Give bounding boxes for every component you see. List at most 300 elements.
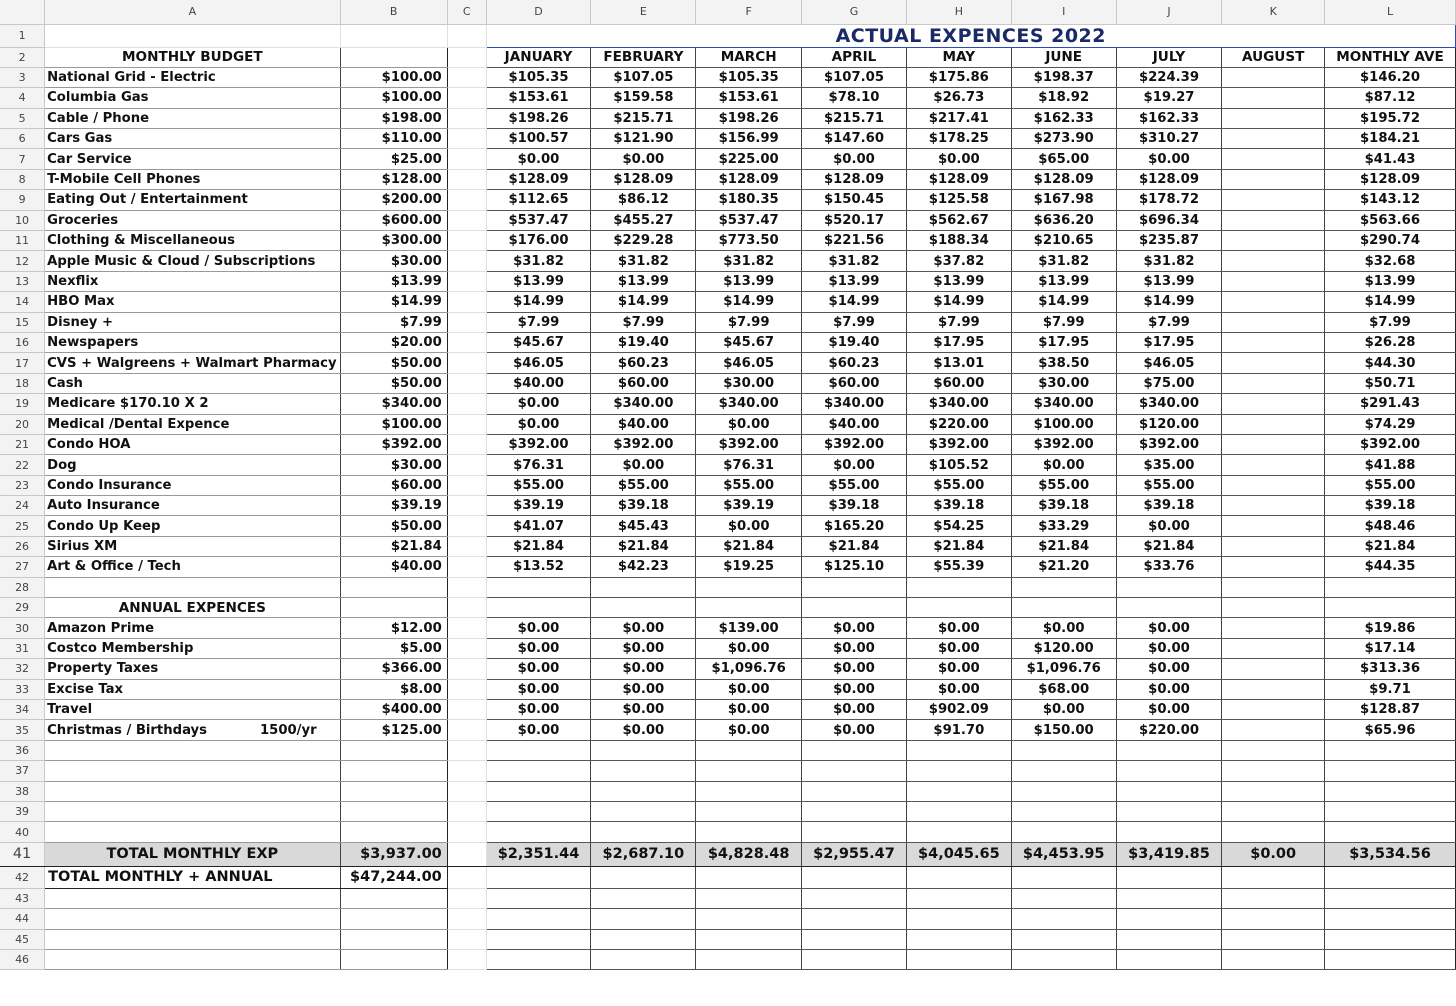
month-cell[interactable]: $75.00 <box>1116 373 1222 393</box>
cell-c[interactable] <box>447 929 486 949</box>
blank-cell[interactable] <box>340 909 447 929</box>
row-header[interactable]: 6 <box>0 129 45 149</box>
budget-amount[interactable]: $392.00 <box>340 434 447 454</box>
month-cell[interactable]: $165.20 <box>802 516 907 536</box>
row-header[interactable]: 14 <box>0 292 45 312</box>
month-cell[interactable]: $0.00 <box>906 679 1011 699</box>
month-cell[interactable]: $46.05 <box>696 353 802 373</box>
monthly-ave-cell[interactable]: $313.36 <box>1325 659 1456 679</box>
column-header-a[interactable]: A <box>45 0 340 24</box>
budget-amount[interactable]: $366.00 <box>340 659 447 679</box>
column-header-h[interactable]: H <box>906 0 1011 24</box>
monthly-ave-cell[interactable]: $44.35 <box>1325 557 1456 577</box>
month-cell[interactable]: $150.45 <box>802 190 907 210</box>
month-cell[interactable]: $21.84 <box>906 536 1011 556</box>
month-cell[interactable]: $128.09 <box>1116 169 1222 189</box>
month-cell[interactable] <box>1011 577 1116 597</box>
row-header[interactable]: 46 <box>0 949 45 969</box>
month-cell[interactable]: $60.00 <box>906 373 1011 393</box>
month-cell[interactable]: $455.27 <box>591 210 696 230</box>
month-cell[interactable] <box>802 822 907 842</box>
budget-amount[interactable]: $50.00 <box>340 516 447 536</box>
month-cell[interactable] <box>1011 909 1116 929</box>
month-cell[interactable] <box>802 801 907 821</box>
month-cell[interactable]: $537.47 <box>696 210 802 230</box>
expense-label-cell[interactable] <box>45 271 340 291</box>
month-cell[interactable]: $176.00 <box>486 231 591 251</box>
month-cell[interactable]: $128.09 <box>486 169 591 189</box>
month-cell[interactable] <box>802 598 907 618</box>
month-cell[interactable] <box>906 909 1011 929</box>
month-cell[interactable] <box>1116 577 1222 597</box>
month-cell[interactable]: $13.99 <box>486 271 591 291</box>
row-header[interactable]: 4 <box>0 88 45 108</box>
month-cell[interactable]: $21.84 <box>802 536 907 556</box>
month-cell[interactable]: $60.00 <box>591 373 696 393</box>
month-cell[interactable]: $224.39 <box>1116 67 1222 87</box>
row-header[interactable]: 23 <box>0 475 45 495</box>
month-cell[interactable]: $60.23 <box>591 353 696 373</box>
month-cell[interactable]: $178.72 <box>1116 190 1222 210</box>
month-cell[interactable] <box>1011 801 1116 821</box>
month-cell[interactable]: $14.99 <box>802 292 907 312</box>
month-cell[interactable]: $125.58 <box>906 190 1011 210</box>
month-cell[interactable] <box>696 866 802 888</box>
month-cell[interactable] <box>1222 801 1325 821</box>
month-cell[interactable]: $19.40 <box>591 332 696 352</box>
month-cell[interactable]: $0.00 <box>591 659 696 679</box>
cell-b[interactable] <box>340 24 447 47</box>
month-cell[interactable] <box>591 822 696 842</box>
month-cell[interactable]: $128.09 <box>1011 169 1116 189</box>
month-cell[interactable]: $7.99 <box>486 312 591 332</box>
row-header[interactable]: 44 <box>0 909 45 929</box>
month-cell[interactable] <box>696 577 802 597</box>
month-cell[interactable]: $19.40 <box>802 332 907 352</box>
month-cell[interactable]: $1,096.76 <box>1011 659 1116 679</box>
cell-c[interactable] <box>447 842 486 866</box>
month-cell[interactable]: $19.27 <box>1116 88 1222 108</box>
month-cell[interactable] <box>1222 332 1325 352</box>
month-cell[interactable]: $55.39 <box>906 557 1011 577</box>
monthly-budget-header[interactable]: MONTHLY BUDGET <box>45 47 340 67</box>
budget-amount[interactable]: $50.00 <box>340 353 447 373</box>
month-header[interactable]: FEBRUARY <box>591 47 696 67</box>
month-cell[interactable]: $31.82 <box>486 251 591 271</box>
month-cell[interactable]: $0.00 <box>802 455 907 475</box>
monthly-ave-cell[interactable] <box>1325 598 1456 618</box>
cell-c[interactable] <box>447 638 486 658</box>
month-cell[interactable]: $215.71 <box>591 108 696 128</box>
month-cell[interactable]: $340.00 <box>591 394 696 414</box>
month-cell[interactable] <box>1116 909 1222 929</box>
month-cell[interactable]: $14.99 <box>591 292 696 312</box>
month-header[interactable]: AUGUST <box>1222 47 1325 67</box>
monthly-ave-cell[interactable]: $17.14 <box>1325 638 1456 658</box>
month-cell[interactable] <box>1011 598 1116 618</box>
month-cell[interactable]: $78.10 <box>802 88 907 108</box>
budget-amount[interactable]: $5.00 <box>340 638 447 658</box>
month-cell[interactable]: $0.00 <box>696 720 802 740</box>
month-cell[interactable]: $33.29 <box>1011 516 1116 536</box>
month-cell[interactable] <box>591 949 696 969</box>
month-cell[interactable] <box>1011 949 1116 969</box>
row-header[interactable]: 20 <box>0 414 45 434</box>
month-cell[interactable] <box>802 740 907 760</box>
month-cell[interactable]: $100.00 <box>1011 414 1116 434</box>
month-cell[interactable]: $310.27 <box>1116 129 1222 149</box>
blank-cell[interactable] <box>45 822 340 842</box>
month-cell[interactable] <box>1222 888 1325 908</box>
blank-cell[interactable] <box>340 929 447 949</box>
month-cell[interactable] <box>906 888 1011 908</box>
month-cell[interactable]: $60.23 <box>802 353 907 373</box>
month-cell[interactable]: $210.65 <box>1011 231 1116 251</box>
expense-label-cell[interactable] <box>45 149 340 169</box>
month-cell[interactable] <box>802 949 907 969</box>
month-cell[interactable] <box>1116 929 1222 949</box>
cell-c[interactable] <box>447 888 486 908</box>
month-cell[interactable] <box>1222 536 1325 556</box>
month-cell[interactable]: $7.99 <box>696 312 802 332</box>
month-cell[interactable]: $45.67 <box>696 332 802 352</box>
month-cell[interactable]: $0.00 <box>906 659 1011 679</box>
month-cell[interactable]: $14.99 <box>1116 292 1222 312</box>
month-cell[interactable] <box>696 929 802 949</box>
expense-label-cell[interactable] <box>45 394 340 414</box>
monthly-ave-cell[interactable]: $7.99 <box>1325 312 1456 332</box>
month-cell[interactable]: $167.98 <box>1011 190 1116 210</box>
column-header-b[interactable]: B <box>340 0 447 24</box>
month-cell[interactable] <box>1222 720 1325 740</box>
monthly-ave-cell[interactable] <box>1325 866 1456 888</box>
monthly-ave-cell[interactable] <box>1325 740 1456 760</box>
cell-c[interactable] <box>447 516 486 536</box>
month-cell[interactable]: $0.00 <box>591 700 696 720</box>
month-cell[interactable] <box>802 761 907 781</box>
month-cell[interactable]: $107.05 <box>802 67 907 87</box>
month-cell[interactable]: $0.00 <box>1116 638 1222 658</box>
row-header[interactable]: 18 <box>0 373 45 393</box>
budget-amount[interactable]: $200.00 <box>340 190 447 210</box>
month-cell[interactable] <box>696 949 802 969</box>
row-header[interactable]: 37 <box>0 761 45 781</box>
month-cell[interactable]: $188.34 <box>906 231 1011 251</box>
expense-label-cell[interactable] <box>45 108 340 128</box>
budget-amount[interactable]: $30.00 <box>340 455 447 475</box>
month-total-cell[interactable]: $3,419.85 <box>1116 842 1222 866</box>
month-cell[interactable] <box>696 740 802 760</box>
row-header[interactable]: 24 <box>0 496 45 516</box>
month-cell[interactable]: $0.00 <box>696 414 802 434</box>
cell-c[interactable] <box>447 598 486 618</box>
month-cell[interactable] <box>1222 353 1325 373</box>
month-cell[interactable]: $39.18 <box>1116 496 1222 516</box>
month-cell[interactable]: $235.87 <box>1116 231 1222 251</box>
month-cell[interactable] <box>1116 761 1222 781</box>
month-cell[interactable]: $105.52 <box>906 455 1011 475</box>
month-cell[interactable]: $0.00 <box>1116 700 1222 720</box>
month-cell[interactable]: $21.84 <box>696 536 802 556</box>
month-cell[interactable]: $13.99 <box>906 271 1011 291</box>
month-cell[interactable]: $537.47 <box>486 210 591 230</box>
month-cell[interactable]: $55.00 <box>1116 475 1222 495</box>
monthly-ave-cell[interactable]: $41.88 <box>1325 455 1456 475</box>
month-cell[interactable] <box>1011 822 1116 842</box>
month-cell[interactable]: $13.99 <box>802 271 907 291</box>
month-cell[interactable]: $68.00 <box>1011 679 1116 699</box>
month-cell[interactable] <box>1222 414 1325 434</box>
budget-amount[interactable]: $400.00 <box>340 700 447 720</box>
budget-amount[interactable]: $12.00 <box>340 618 447 638</box>
row-header[interactable]: 5 <box>0 108 45 128</box>
month-cell[interactable]: $0.00 <box>802 720 907 740</box>
month-cell[interactable]: $40.00 <box>591 414 696 434</box>
budget-amount[interactable]: $128.00 <box>340 169 447 189</box>
month-cell[interactable]: $0.00 <box>906 149 1011 169</box>
row-header[interactable]: 38 <box>0 781 45 801</box>
month-cell[interactable]: $217.41 <box>906 108 1011 128</box>
cell-c[interactable] <box>447 536 486 556</box>
month-cell[interactable]: $13.99 <box>696 271 802 291</box>
month-cell[interactable]: $273.90 <box>1011 129 1116 149</box>
cell-c[interactable] <box>447 577 486 597</box>
monthly-ave-cell[interactable]: $21.84 <box>1325 536 1456 556</box>
month-cell[interactable]: $41.07 <box>486 516 591 536</box>
month-cell[interactable]: $392.00 <box>1011 434 1116 454</box>
budget-amount[interactable]: $100.00 <box>340 414 447 434</box>
blank-cell[interactable] <box>340 577 447 597</box>
month-cell[interactable] <box>1222 822 1325 842</box>
month-cell[interactable]: $55.00 <box>696 475 802 495</box>
blank-cell[interactable] <box>45 801 340 821</box>
monthly-ave-cell[interactable]: $65.96 <box>1325 720 1456 740</box>
column-header-g[interactable]: G <box>802 0 907 24</box>
row-header[interactable]: 32 <box>0 659 45 679</box>
month-cell[interactable] <box>486 822 591 842</box>
budget-amount[interactable]: $25.00 <box>340 149 447 169</box>
month-cell[interactable]: $17.95 <box>906 332 1011 352</box>
month-cell[interactable]: $153.61 <box>696 88 802 108</box>
month-cell[interactable]: $31.82 <box>802 251 907 271</box>
expense-label-cell[interactable] <box>45 618 340 638</box>
month-cell[interactable]: $38.50 <box>1011 353 1116 373</box>
monthly-ave-cell[interactable]: $48.46 <box>1325 516 1456 536</box>
month-total-cell[interactable]: $4,045.65 <box>906 842 1011 866</box>
column-header-j[interactable]: J <box>1116 0 1222 24</box>
row-header[interactable]: 41 <box>0 842 45 866</box>
month-cell[interactable]: $162.33 <box>1116 108 1222 128</box>
month-cell[interactable]: $220.00 <box>1116 720 1222 740</box>
expense-label-cell[interactable] <box>45 231 340 251</box>
month-cell[interactable] <box>1222 516 1325 536</box>
month-cell[interactable]: $340.00 <box>696 394 802 414</box>
cell-c[interactable] <box>447 761 486 781</box>
month-cell[interactable] <box>696 909 802 929</box>
row-header[interactable]: 33 <box>0 679 45 699</box>
month-cell[interactable]: $340.00 <box>802 394 907 414</box>
month-cell[interactable] <box>591 888 696 908</box>
budget-amount[interactable]: $21.84 <box>340 536 447 556</box>
month-cell[interactable]: $46.05 <box>486 353 591 373</box>
month-cell[interactable]: $7.99 <box>1116 312 1222 332</box>
month-cell[interactable]: $0.00 <box>591 720 696 740</box>
monthly-ave-cell[interactable]: $195.72 <box>1325 108 1456 128</box>
month-cell[interactable] <box>1116 801 1222 821</box>
month-cell[interactable]: $340.00 <box>1116 394 1222 414</box>
budget-amount[interactable]: $7.99 <box>340 312 447 332</box>
month-cell[interactable] <box>1222 88 1325 108</box>
month-cell[interactable]: $55.00 <box>802 475 907 495</box>
month-cell[interactable] <box>1222 312 1325 332</box>
budget-amount[interactable]: $600.00 <box>340 210 447 230</box>
month-cell[interactable] <box>591 761 696 781</box>
cell-c[interactable] <box>447 557 486 577</box>
blank-cell[interactable] <box>340 949 447 969</box>
month-cell[interactable]: $128.09 <box>591 169 696 189</box>
cell-c[interactable] <box>447 866 486 888</box>
month-cell[interactable] <box>591 909 696 929</box>
cell-c[interactable] <box>447 129 486 149</box>
month-cell[interactable] <box>1116 822 1222 842</box>
cell-c[interactable] <box>447 909 486 929</box>
month-cell[interactable] <box>802 577 907 597</box>
month-cell[interactable] <box>1011 761 1116 781</box>
monthly-ave-cell[interactable]: $50.71 <box>1325 373 1456 393</box>
monthly-ave-cell[interactable]: $87.12 <box>1325 88 1456 108</box>
month-cell[interactable] <box>1222 190 1325 210</box>
expense-label-cell[interactable] <box>45 638 340 658</box>
row-header[interactable]: 12 <box>0 251 45 271</box>
month-cell[interactable]: $17.95 <box>1116 332 1222 352</box>
month-cell[interactable] <box>1222 557 1325 577</box>
month-cell[interactable] <box>906 740 1011 760</box>
month-cell[interactable] <box>1222 292 1325 312</box>
blank-cell[interactable] <box>45 909 340 929</box>
month-cell[interactable] <box>1222 271 1325 291</box>
month-cell[interactable]: $162.33 <box>1011 108 1116 128</box>
month-cell[interactable]: $198.26 <box>696 108 802 128</box>
row-header[interactable]: 34 <box>0 700 45 720</box>
month-cell[interactable] <box>1222 496 1325 516</box>
month-cell[interactable] <box>1116 781 1222 801</box>
monthly-ave-cell[interactable]: $32.68 <box>1325 251 1456 271</box>
month-cell[interactable]: $902.09 <box>906 700 1011 720</box>
month-cell[interactable]: $229.28 <box>591 231 696 251</box>
monthly-ave-cell[interactable]: $19.86 <box>1325 618 1456 638</box>
month-cell[interactable]: $0.00 <box>486 394 591 414</box>
month-cell[interactable] <box>1222 67 1325 87</box>
month-cell[interactable]: $178.25 <box>906 129 1011 149</box>
month-cell[interactable]: $21.84 <box>486 536 591 556</box>
monthly-ave-total[interactable]: $3,534.56 <box>1325 842 1456 866</box>
month-cell[interactable] <box>486 781 591 801</box>
month-cell[interactable]: $636.20 <box>1011 210 1116 230</box>
cell-c[interactable] <box>447 47 486 67</box>
expense-label-cell[interactable] <box>45 88 340 108</box>
row-header[interactable]: 1 <box>0 24 45 47</box>
month-cell[interactable]: $112.65 <box>486 190 591 210</box>
month-cell[interactable]: $0.00 <box>591 679 696 699</box>
cell-c[interactable] <box>447 618 486 638</box>
month-cell[interactable]: $30.00 <box>1011 373 1116 393</box>
budget-header-blank[interactable] <box>340 47 447 67</box>
cell-c[interactable] <box>447 822 486 842</box>
month-cell[interactable]: $120.00 <box>1116 414 1222 434</box>
month-cell[interactable] <box>906 929 1011 949</box>
month-cell[interactable]: $0.00 <box>1116 618 1222 638</box>
budget-amount[interactable]: $100.00 <box>340 88 447 108</box>
month-cell[interactable]: $1,096.76 <box>696 659 802 679</box>
month-cell[interactable] <box>802 866 907 888</box>
expense-label-cell[interactable] <box>45 332 340 352</box>
month-cell[interactable]: $0.00 <box>906 638 1011 658</box>
month-cell[interactable] <box>591 781 696 801</box>
month-cell[interactable] <box>1222 251 1325 271</box>
row-header[interactable]: 40 <box>0 822 45 842</box>
month-cell[interactable]: $13.52 <box>486 557 591 577</box>
month-cell[interactable]: $139.00 <box>696 618 802 638</box>
month-cell[interactable]: $125.10 <box>802 557 907 577</box>
month-cell[interactable]: $0.00 <box>1116 659 1222 679</box>
month-cell[interactable]: $13.99 <box>591 271 696 291</box>
month-cell[interactable]: $39.18 <box>802 496 907 516</box>
month-cell[interactable] <box>1222 949 1325 969</box>
month-cell[interactable]: $392.00 <box>486 434 591 454</box>
month-cell[interactable] <box>906 577 1011 597</box>
month-cell[interactable] <box>1222 394 1325 414</box>
month-cell[interactable] <box>486 801 591 821</box>
month-cell[interactable] <box>1011 866 1116 888</box>
grand-total-label[interactable]: TOTAL MONTHLY + ANNUAL <box>45 866 340 888</box>
expense-label-cell[interactable] <box>45 292 340 312</box>
cell-c[interactable] <box>447 210 486 230</box>
expense-label-cell[interactable] <box>45 251 340 271</box>
month-cell[interactable] <box>696 822 802 842</box>
month-cell[interactable]: $392.00 <box>591 434 696 454</box>
expense-label-cell[interactable] <box>45 210 340 230</box>
month-cell[interactable] <box>906 949 1011 969</box>
cell-c[interactable] <box>447 332 486 352</box>
cell-a[interactable] <box>45 24 340 47</box>
month-cell[interactable]: $198.37 <box>1011 67 1116 87</box>
month-cell[interactable] <box>696 781 802 801</box>
column-header-i[interactable]: I <box>1011 0 1116 24</box>
month-total-cell[interactable]: $2,351.44 <box>486 842 591 866</box>
month-cell[interactable] <box>486 740 591 760</box>
month-cell[interactable] <box>1222 638 1325 658</box>
month-cell[interactable]: $0.00 <box>486 618 591 638</box>
month-header[interactable]: MAY <box>906 47 1011 67</box>
month-cell[interactable]: $153.61 <box>486 88 591 108</box>
row-header[interactable]: 26 <box>0 536 45 556</box>
month-cell[interactable]: $198.26 <box>486 108 591 128</box>
row-header[interactable]: 13 <box>0 271 45 291</box>
month-cell[interactable] <box>591 577 696 597</box>
monthly-ave-cell[interactable]: $128.09 <box>1325 169 1456 189</box>
month-cell[interactable]: $0.00 <box>486 659 591 679</box>
month-cell[interactable]: $55.00 <box>1011 475 1116 495</box>
monthly-ave-cell[interactable] <box>1325 577 1456 597</box>
budget-amount[interactable]: $110.00 <box>340 129 447 149</box>
month-cell[interactable]: $0.00 <box>1011 700 1116 720</box>
month-cell[interactable] <box>1222 781 1325 801</box>
expense-label-cell[interactable] <box>45 496 340 516</box>
budget-amount[interactable]: $8.00 <box>340 679 447 699</box>
month-total-cell[interactable]: $2,955.47 <box>802 842 907 866</box>
monthly-ave-cell[interactable]: $290.74 <box>1325 231 1456 251</box>
month-cell[interactable]: $60.00 <box>802 373 907 393</box>
